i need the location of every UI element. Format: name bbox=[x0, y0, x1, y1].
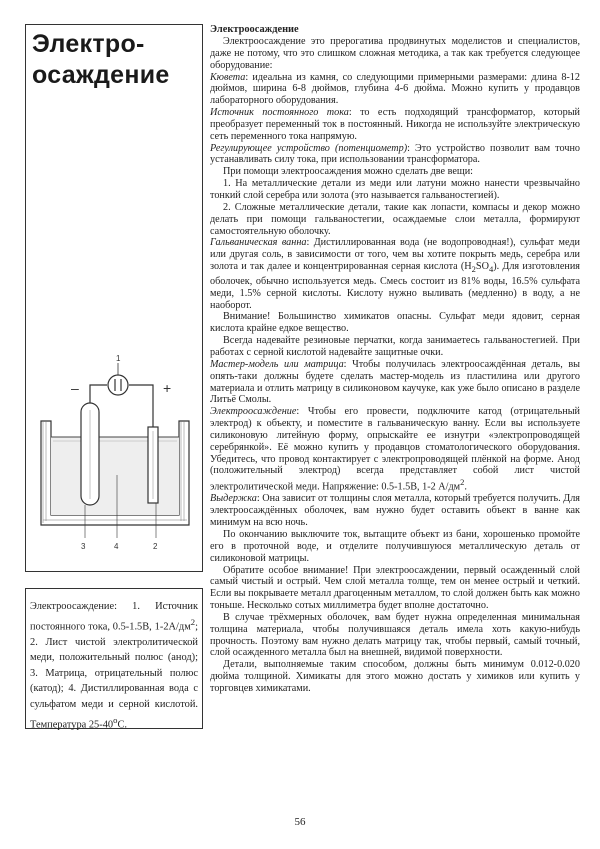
paragraph: По окончанию выключите ток, вытащите объект из бани, хорошенько промойте его в проточной воде, и отделите получившуюся металлическую деталь от силиконовой матрицы. bbox=[210, 529, 580, 564]
label-minus: – bbox=[71, 380, 79, 396]
figure-caption: Электроосаждение: 1. Источник постоянного тока, 0.5-1.5В, $1-2А/дм^2$; 2. Лист чистой электролитической меди, положительный полюс (анод); 3. Матрица, отрицательный полюс (катод); 4. Дистиллированная вода с сульфатом меди и серной кислотой. Температура 25-40$^o$С. bbox=[30, 601, 198, 731]
electroplating-diagram bbox=[35, 355, 195, 555]
power-source-icon bbox=[108, 375, 128, 395]
paragraph: Всегда надевайте резиновые перчатки, когда занимаетесь гальваностегией. При работах с серной кислотой надевайте защитные очки. bbox=[210, 335, 580, 358]
paragraph: Источник постоянного тока: то есть подходящий трансформатор, который преобразует переменный ток в постоянный. Никогда не используйте электрическую сеть переменного тока напрямую. bbox=[210, 107, 580, 142]
label-2: 2 bbox=[153, 542, 158, 551]
section-heading: Электроосаждение bbox=[210, 24, 299, 35]
wire-left bbox=[90, 385, 107, 403]
paragraph: В случае трёхмерных оболочек, вам будет нужна определенная минимальная толщина материала, чтобы получившаяся деталь имела хоть какую-нибудь прочность. Поэтому вам нужно делать матрицу так, чтобы первый, самый точный, слой осажденного металла был на внешней, видимой поверхности. bbox=[210, 611, 580, 659]
main-text bbox=[210, 24, 580, 695]
page-number: 56 bbox=[294, 816, 306, 828]
wire-right bbox=[129, 385, 153, 427]
paragraph: Выдержка: Она зависит от толщины слоя металла, который требуется получить. Для электроосаждённых оболочек, вам нужно будет оставить объект в ванне как минимум на всю ночь. bbox=[210, 493, 580, 529]
caption-box bbox=[25, 588, 203, 729]
paragraph: Электроосаждение это прерогатива продвинутых моделистов и специалистов, даже не потому, что это слишком сложная методика, а так как требуется следующее оборудование: bbox=[210, 36, 580, 71]
paragraph: Мастер-модель или матрица: Чтобы получилась электроосаждённая деталь, вы опять-таки должны будете сделать мастер-модель из пластилина или другого материала и отлить матрицу в силиконовом каучуке, как уже было описано в разделе Литьё Смолы. bbox=[210, 358, 580, 406]
paragraph: Кювета: идеальна из камня, со следующими примерными размерами: длина 8-12 дюймов, ширина 6-8 дюймов, глубина 4-6 дюйма. Можно купить у продавцов лабораторного оборудования. bbox=[210, 71, 580, 107]
label-4: 4 bbox=[114, 542, 119, 551]
paragraph: Детали, выполняемые таким способом, должны быть минимум 0.012-0.020 дюйма толщиной. Химикаты для этого можно достать у химиков или купить у торговцев химикатами. bbox=[210, 659, 580, 694]
paragraph: При помощи электроосаждения можно сделать две вещи: bbox=[223, 166, 473, 178]
chapter-title-line1: Электро- bbox=[32, 30, 145, 58]
paragraph: 1. На металлические детали из меди или латуни можно нанести чрезвычайно тонкий слой серебра или золота (это называется гальваностегией). bbox=[210, 178, 580, 201]
paragraph: Регулирующее устройство (потенциометр): Это устройство позволит вам точно устанавливать силу тока, при использовании трансформатора. bbox=[210, 142, 580, 166]
paragraph: Внимание! Большинство химикатов опасны. Сульфат меди ядовит, серная кислота крайне едкое вещество. bbox=[210, 311, 580, 335]
chapter-title bbox=[32, 29, 170, 91]
label-plus: + bbox=[163, 380, 172, 396]
label-1: 1 bbox=[116, 355, 121, 363]
paragraph: Гальваническая ванна: Дистиллированная вода (не водопроводная!), сульфат меди или другая соль, в зависимости от того, чем вы хотите покрыть медь, серебра или золота и так далее и концентрированная серная кислота $(H_2SO_4)$. Для изготовления оболочек, обычно используется медь. Смесь состоит из 81% воды, 16.5% сульфата меди, 1.5% серной кислоты. Кислоту нужно выливать (медленно) в воду, а не наоборот. bbox=[210, 237, 580, 311]
chapter-title-line2: осаждение bbox=[32, 61, 170, 89]
paragraph: Обратите особое внимание! При электроосаждении, первый осажденный слой самый чистый и острый. Чем слой металла толще, тем он менее острый и четкий. Если вы покрываете металл драгоценным металлом, то слой должен быть как можно тоньше. Несколько сотых миллиметра будет вполне достаточно. bbox=[210, 564, 580, 612]
paragraph: Электроосаждение: Чтобы его провести, подключите катод (отрицательный электрод) к объекту, и поместите в гальваническую ванну. Если вы используете силиконовую литейную форму, опрыскайте ее изнутри «электропроводящей серебрянкой». Её можно купить у продавцов стоматологического оборудования. Убедитесь, что провод контактирует с электропроводящей плёнкой на форме. Анод (положительный электрод) всегда представляет собой лист чистой электролитической меди. Напряжение: 0.5-1.5В, 1-2 $А/дм^2$. bbox=[210, 406, 580, 493]
paragraph: 2. Сложные металлические детали, такие как лопасти, компасы и декор можно делать при помощи гальваностегии, осаждаемые слои металла, формируют самостоятельную оболочку. bbox=[210, 201, 580, 237]
label-3: 3 bbox=[81, 542, 86, 551]
electrolyte bbox=[51, 437, 179, 515]
